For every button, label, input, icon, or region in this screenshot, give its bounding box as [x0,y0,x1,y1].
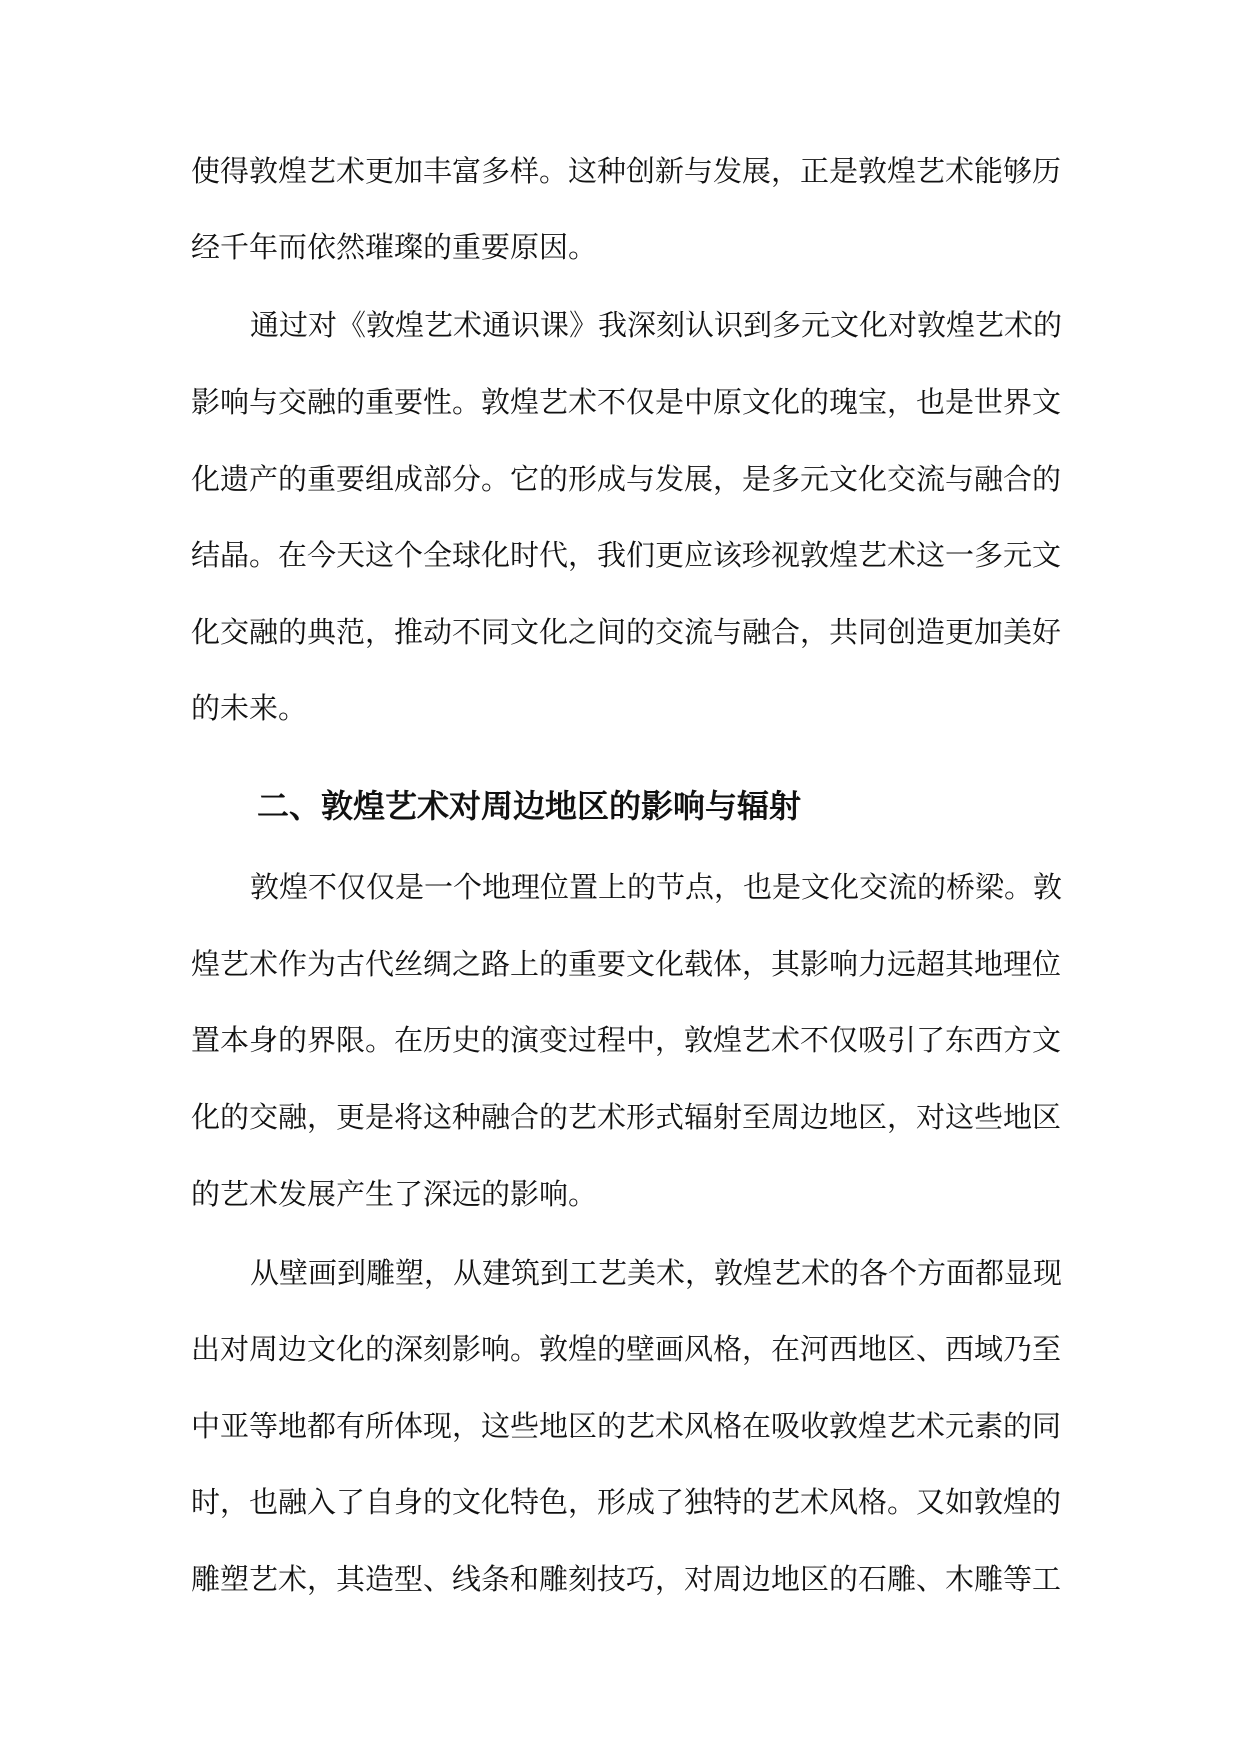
paragraph-3-line-4: 化的交融，更是将这种融合的艺术形式辐射至周边地区，对这些地区 [191,1100,1062,1134]
paragraph-3-line-1: 敦煌不仅仅是一个地理位置上的节点，也是文化交流的桥梁。敦 [250,870,1063,904]
paragraph-3-line-5: 的艺术发展产生了深远的影响。 [191,1177,598,1211]
paragraph-3-line-3: 置本身的界限。在历史的演变过程中，敦煌艺术不仅吸引了东西方文 [191,1023,1062,1057]
paragraph-2-line-1: 通过对《敦煌艺术通识课》我深刻认识到多元文化对敦煌艺术的 [250,308,1063,342]
paragraph-2-line-6: 的未来。 [191,691,308,725]
paragraph-2-line-4: 结晶。在今天这个全球化时代，我们更应该珍视敦煌艺术这一多元文 [191,538,1062,572]
paragraph-2-line-3: 化遗产的重要组成部分。它的形成与发展，是多元文化交流与融合的 [191,462,1062,496]
paragraph-4-line-1: 从壁画到雕塑，从建筑到工艺美术，敦煌艺术的各个方面都显现 [250,1256,1063,1290]
paragraph-1-line-2: 经千年而依然璀璨的重要原因。 [191,230,598,264]
section-heading: 二、敦煌艺术对周边地区的影响与辐射 [257,787,802,825]
paragraph-4-line-4: 时，也融入了自身的文化特色，形成了独特的艺术风格。又如敦煌的 [191,1485,1062,1519]
paragraph-2-line-5: 化交融的典范，推动不同文化之间的交流与融合，共同创造更加美好 [191,615,1062,649]
paragraph-3-line-2: 煌艺术作为古代丝绸之路上的重要文化载体，其影响力远超其地理位 [191,947,1062,981]
paragraph-4-line-5: 雕塑艺术，其造型、线条和雕刻技巧，对周边地区的石雕、木雕等工 [191,1562,1062,1596]
paragraph-4-line-2: 出对周边文化的深刻影响。敦煌的壁画风格，在河西地区、西域乃至 [191,1332,1062,1366]
paragraph-2-line-2: 影响与交融的重要性。敦煌艺术不仅是中原文化的瑰宝，也是世界文 [191,385,1062,419]
paragraph-4-line-3: 中亚等地都有所体现，这些地区的艺术风格在吸收敦煌艺术元素的同 [191,1409,1062,1443]
paragraph-1-line-1: 使得敦煌艺术更加丰富多样。这种创新与发展，正是敦煌艺术能够历 [191,154,1062,188]
